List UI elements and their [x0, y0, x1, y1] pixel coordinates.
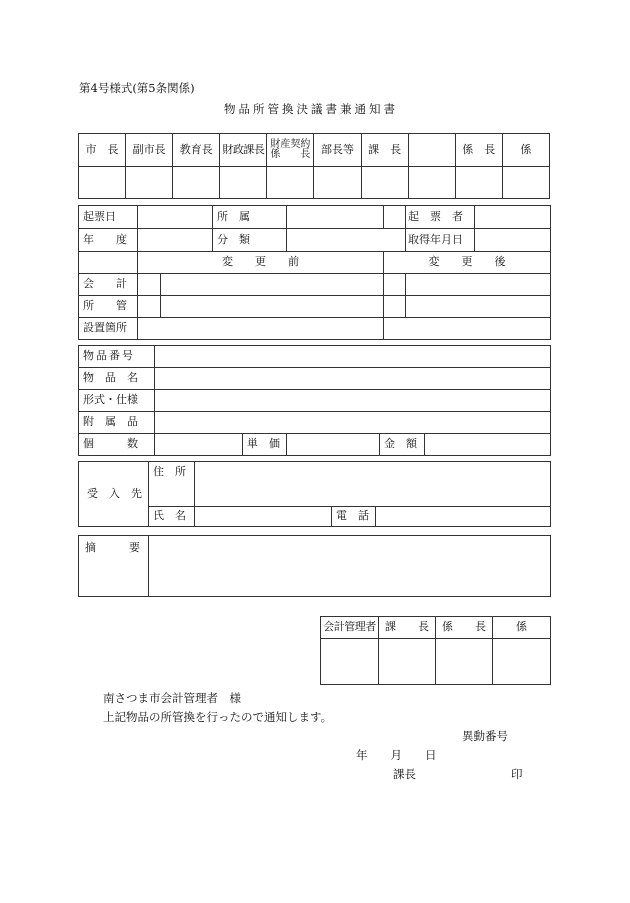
stamp-box[interactable]	[379, 639, 436, 685]
stamp-header-section-chief: 課 長	[361, 134, 408, 167]
label-fuzoku: 附 属 品	[79, 412, 155, 434]
date-line: 年 月 日	[356, 748, 437, 762]
remarks-table	[78, 535, 551, 597]
label-kaikei: 会 計	[79, 274, 138, 296]
approval-table	[78, 133, 550, 199]
stamp-box[interactable]	[502, 167, 549, 199]
field-kaikei-after-code[interactable]	[384, 274, 406, 296]
field-shokan-after-code[interactable]	[384, 296, 406, 318]
stamp-box[interactable]	[126, 167, 173, 199]
stamp-header-staff-2: 係	[493, 617, 551, 639]
field-keishiki[interactable]	[155, 390, 551, 412]
document-title: 物品所管換決議書兼通知書	[224, 102, 398, 116]
field-shozoku[interactable]	[287, 206, 384, 229]
header-blank	[79, 252, 138, 274]
header-henkomae: 変 更 前	[138, 252, 384, 274]
label-bunrui: 分 類	[213, 229, 287, 252]
label-shutoku: 取得年月日	[406, 229, 475, 251]
label-denwa: 電 話	[332, 507, 376, 527]
label-jusho: 住 所	[149, 462, 195, 507]
stamp-box[interactable]	[493, 639, 551, 685]
label-tekiyo: 摘 要	[79, 536, 149, 597]
transfer-number-label: 異動番号	[462, 729, 508, 743]
field-kosu[interactable]	[155, 434, 243, 456]
label-kosu: 個 数	[79, 434, 155, 456]
stamp-header-accounting-manager: 会計管理者	[321, 617, 379, 639]
item-info-table	[78, 345, 551, 456]
label-secchi: 設置箇所	[79, 318, 138, 340]
field-kihyosha[interactable]	[475, 206, 550, 228]
basic-info-table	[78, 205, 551, 340]
stamp-box[interactable]	[267, 167, 314, 199]
stamp-box[interactable]	[79, 167, 126, 199]
notice-message: 上記物品の所管換を行ったので通知します。	[103, 710, 333, 724]
shutoku-cell	[406, 229, 551, 252]
kihyosha-cell	[406, 206, 551, 229]
stamp-header-blank	[408, 134, 455, 167]
label-hinmei: 物 品 名	[79, 368, 155, 390]
label-ukeire: 受 入 先	[79, 462, 149, 527]
field-jusho[interactable]	[195, 462, 551, 507]
stamp-box[interactable]	[314, 167, 361, 199]
form-number: 第4号様式(第5条関係)	[79, 81, 195, 95]
field-shimei[interactable]	[195, 507, 332, 527]
stamp-header-subsection-chief-2: 係 長	[436, 617, 493, 639]
stamp-box[interactable]	[361, 167, 408, 199]
field-kaikei-before-code[interactable]	[138, 274, 161, 296]
field-shokan-before[interactable]	[161, 296, 384, 318]
label-kihyosha: 起 票 者	[406, 206, 475, 228]
stamp-box[interactable]	[455, 167, 502, 199]
label-shokan: 所 管	[79, 296, 138, 318]
accounting-approval-table	[320, 616, 551, 685]
field-shokan-before-code[interactable]	[138, 296, 161, 318]
field-shutoku[interactable]	[475, 229, 550, 251]
field-shozoku-ext[interactable]	[384, 206, 406, 229]
field-kaikei-before[interactable]	[161, 274, 384, 296]
field-hinmei[interactable]	[155, 368, 551, 390]
stamp-box[interactable]	[436, 639, 493, 685]
stamp-header-subsection-chief: 係 長	[455, 134, 502, 167]
field-secchi-after[interactable]	[384, 318, 551, 340]
stamp-header-deputy-mayor: 副市長	[126, 134, 173, 167]
field-kihyobi[interactable]	[138, 206, 213, 229]
label-shimei: 氏 名	[149, 507, 195, 527]
label-bangou: 物品番号	[79, 346, 155, 368]
recipient-table	[78, 461, 551, 527]
stamp-header-director: 部長等	[314, 134, 361, 167]
label-tanka: 単 価	[243, 434, 287, 456]
stamp-header-finance: 財政課長	[220, 134, 267, 167]
field-kingaku[interactable]	[425, 434, 551, 456]
label-kihyobi: 起票日	[79, 206, 138, 229]
field-bangou[interactable]	[155, 346, 551, 368]
stamp-header-section-chief-2: 課 長	[379, 617, 436, 639]
field-secchi-before[interactable]	[138, 318, 384, 340]
label-nendo: 年 度	[79, 229, 138, 252]
field-tekiyo[interactable]	[149, 536, 551, 597]
field-fuzoku[interactable]	[155, 412, 551, 434]
stamp-box[interactable]	[408, 167, 455, 199]
label-keishiki: 形式・仕様	[79, 390, 155, 412]
stamp-header-property: 財産契約 係 長	[267, 134, 314, 167]
field-bunrui[interactable]	[287, 229, 406, 252]
stamp-box[interactable]	[220, 167, 267, 199]
field-nendo[interactable]	[138, 229, 213, 252]
stamp-header-mayor: 市 長	[79, 134, 126, 167]
stamp-header-staff: 係	[502, 134, 549, 167]
stamp-box[interactable]	[321, 639, 379, 685]
field-shokan-after[interactable]	[406, 296, 551, 318]
field-denwa[interactable]	[376, 507, 551, 527]
stamp-header-education: 教育長	[173, 134, 220, 167]
header-henkogo: 変 更 後	[384, 252, 551, 274]
field-kaikei-after[interactable]	[406, 274, 551, 296]
section-chief-label: 課長	[393, 767, 416, 781]
label-kingaku: 金 額	[380, 434, 425, 456]
field-tanka[interactable]	[287, 434, 380, 456]
label-shozoku: 所 属	[213, 206, 287, 229]
addressee: 南さつま市会計管理者 様	[103, 691, 241, 705]
stamp-box[interactable]	[173, 167, 220, 199]
seal-mark: 印	[511, 767, 523, 781]
